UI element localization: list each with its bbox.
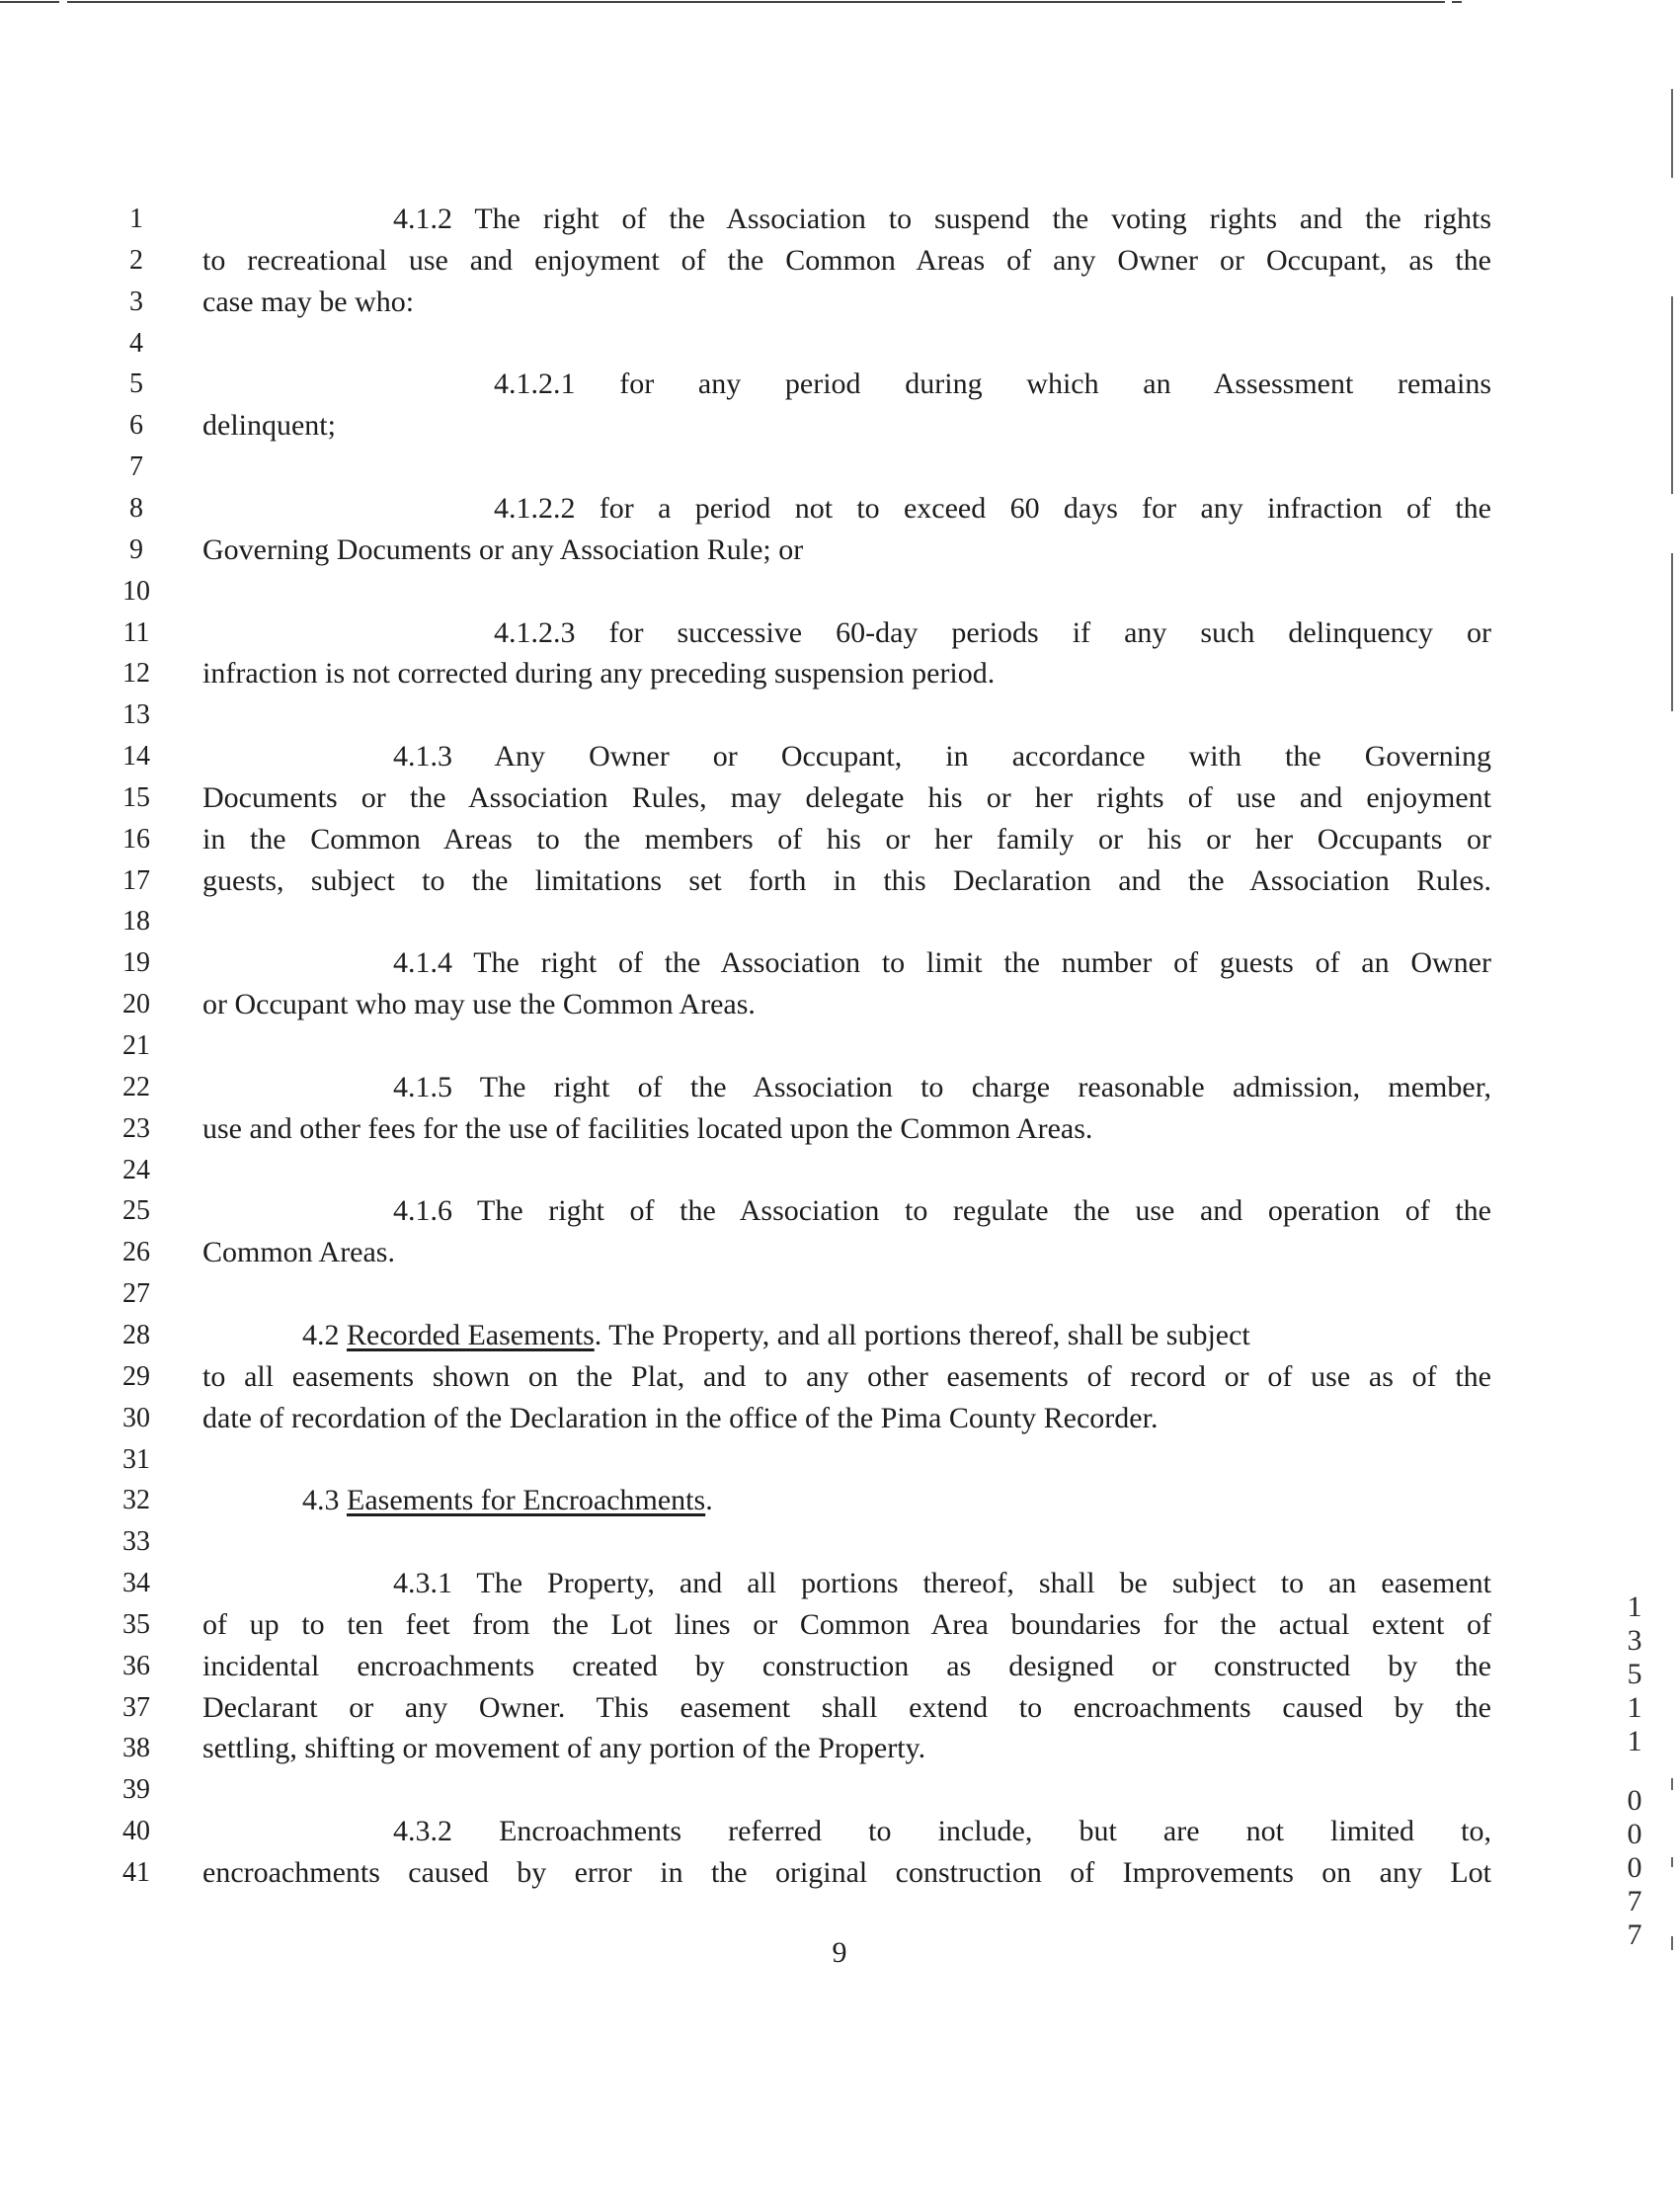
text-run: 4.1.6 The right of the Association to regulate the use and operation of the [393, 1194, 1491, 1228]
line-number: 9 [129, 533, 143, 565]
document-line [0, 818, 1680, 861]
stamp-digit: 0 [1627, 1851, 1642, 1884]
text-run: to all easements shown on the Plat, and to any other easements of record or of use as of the [202, 1359, 1491, 1393]
line-text [494, 363, 1491, 406]
text-run: Documents or the Association Rules, may delegate his or her rights of use and enjoyment [202, 780, 1491, 814]
line-number: 28 [122, 1319, 150, 1350]
text-run: 4.2 [302, 1318, 347, 1351]
line-text [202, 652, 1680, 695]
stamp-digit: 1 [1627, 1725, 1642, 1757]
document-line [0, 1272, 1680, 1316]
text-run: settling, shifting or movement of any portion of the Property. [202, 1732, 926, 1765]
line-number: 12 [122, 658, 150, 690]
line-number: 36 [122, 1650, 150, 1681]
stamp-digit: 0 [1627, 1818, 1642, 1850]
line-number: 27 [122, 1278, 150, 1310]
line-number: 25 [122, 1195, 150, 1227]
line-number: 24 [122, 1154, 150, 1185]
line-number: 13 [122, 699, 150, 731]
line-text [202, 1645, 1491, 1688]
stamp-digit: 3 [1627, 1624, 1642, 1657]
document-line [0, 1107, 1680, 1151]
line-text [202, 281, 1680, 324]
line-number: 6 [129, 410, 143, 442]
document-line [0, 404, 1680, 448]
line-number: 17 [122, 864, 150, 896]
recorder-stamp [1620, 1590, 1649, 1952]
text-run: 4.1.2 The right of the Association to suspend the voting rights and the rights [393, 203, 1491, 235]
line-number: 33 [122, 1526, 150, 1558]
text-run: Declarant or any Owner. This easement shall extend to encroachments caused by the [202, 1690, 1491, 1724]
document-line [0, 570, 1680, 613]
line-number: 22 [122, 1071, 150, 1102]
line-number: 4 [129, 327, 143, 359]
document-line [0, 198, 1680, 241]
document-line [0, 487, 1680, 530]
document-line [0, 1603, 1680, 1647]
text-run: 4.3 [302, 1484, 347, 1517]
stamp-digit: 7 [1627, 1918, 1642, 1951]
document-line [0, 1768, 1680, 1812]
line-number: 32 [122, 1485, 150, 1516]
line-number: 3 [129, 285, 143, 317]
text-run: Governing Documents or any Association Rule; or [202, 532, 804, 566]
document-line [0, 1810, 1680, 1853]
text-run: 4.1.2.1 for any period during which an Assessment remains [494, 367, 1491, 401]
document-line [0, 1355, 1680, 1399]
line-text [393, 198, 1491, 241]
document-line [0, 859, 1680, 903]
line-number: 16 [122, 823, 150, 855]
document-line [0, 446, 1680, 489]
line-text [202, 1107, 1680, 1151]
right-edge-marks [1671, 0, 1673, 2201]
text-run: of up to ten feet from the Lot lines or Common Area boundaries for the actual extent of [202, 1607, 1491, 1641]
stamp-digit: 1 [1627, 1590, 1642, 1623]
line-number: 35 [122, 1608, 150, 1640]
line-text [202, 1231, 1680, 1274]
text-run: encroachments caused by error in the original construction of Improvements on any Lot [202, 1856, 1491, 1889]
text-run: incidental encroachments created by construction as designed or constructed by the [202, 1649, 1491, 1682]
line-number: 41 [122, 1857, 150, 1888]
document-line [0, 1397, 1680, 1440]
text-run: 4.3.2 Encroachments referred to include, but are not limited to, [393, 1815, 1491, 1848]
line-number: 40 [122, 1816, 150, 1847]
text-run: 4.1.5 The right of the Association to charge reasonable admission, member, [393, 1070, 1491, 1103]
line-text [393, 941, 1491, 985]
line-number: 1 [129, 204, 143, 234]
text-run: to recreational use and enjoyment of the Common Areas of any Owner or Occupant, as the [202, 243, 1491, 277]
document-line [0, 1520, 1680, 1564]
text-run: or Occupant who may use the Common Areas. [202, 988, 756, 1021]
line-number: 15 [122, 781, 150, 813]
text-run: . The Property, and all portions thereof, shall be subject [594, 1318, 1250, 1351]
text-run: date of recordation of the Declaration in the office of the Pima County Recorder. [202, 1401, 1159, 1434]
document-line [0, 1024, 1680, 1068]
text-run: case may be who: [202, 285, 415, 318]
stamp-digit: 0 [1627, 1784, 1642, 1817]
document-line [0, 1562, 1680, 1605]
document-line [0, 900, 1680, 943]
line-text [202, 859, 1491, 903]
document-line [0, 1149, 1680, 1192]
line-text [202, 1727, 1680, 1770]
document-line [0, 1189, 1680, 1233]
section-heading: Easements for Encroachments [347, 1484, 706, 1517]
line-text [393, 1810, 1491, 1853]
line-text [302, 1314, 1680, 1357]
text-run: 4.1.4 The right of the Association to limit the number of guests of an Owner [393, 946, 1491, 980]
text-run: use and other fees for the use of facilities located upon the Common Areas. [202, 1111, 1093, 1145]
document-line [0, 941, 1680, 985]
document-line [0, 1851, 1680, 1895]
line-text [202, 1355, 1491, 1399]
line-number: 2 [129, 244, 143, 276]
section-heading: Recorded Easements [347, 1318, 595, 1351]
line-number: 34 [122, 1568, 150, 1599]
document-line [0, 1686, 1680, 1730]
line-text [202, 818, 1491, 861]
document-line [0, 1231, 1680, 1274]
line-number: 11 [122, 616, 150, 648]
page-number: 9 [832, 1936, 847, 1969]
text-run: guests, subject to the limitations set forth in this Declaration and the Association Rules. [202, 863, 1491, 897]
line-number: 20 [122, 989, 150, 1020]
document-line [0, 1479, 1680, 1522]
stamp-digit: 1 [1627, 1691, 1642, 1724]
text-run: 4.1.2.2 for a period not to exceed 60 days for any infraction of the [494, 491, 1491, 525]
line-number: 37 [122, 1691, 150, 1723]
text-run: 4.1.3 Any Owner or Occupant, in accordance with the Governing [393, 740, 1491, 774]
line-text [202, 1603, 1491, 1647]
document-line [0, 529, 1680, 572]
document-line [0, 1645, 1680, 1688]
line-number: 31 [122, 1443, 150, 1475]
line-number: 8 [129, 492, 143, 524]
line-number: 30 [122, 1402, 150, 1433]
line-number: 21 [122, 1030, 150, 1061]
line-text [494, 487, 1491, 530]
text-run: 4.3.1 The Property, and all portions thereof, shall be subject to an easement [393, 1567, 1491, 1600]
line-number: 39 [122, 1774, 150, 1806]
line-text [202, 1686, 1491, 1730]
document-line [0, 322, 1680, 366]
line-number: 18 [122, 906, 150, 937]
document-line [0, 983, 1680, 1026]
text-run: Common Areas. [202, 1236, 395, 1269]
document-line [0, 776, 1680, 820]
document-line [0, 735, 1680, 778]
line-text [202, 776, 1491, 820]
document-line [0, 611, 1680, 655]
line-text [393, 735, 1491, 778]
document-line [0, 281, 1680, 324]
document-line [0, 1314, 1680, 1357]
line-text [202, 1397, 1680, 1440]
line-number: 23 [122, 1112, 150, 1144]
line-text [494, 611, 1491, 655]
line-number: 29 [122, 1360, 150, 1392]
text-run: infraction is not corrected during any preceding suspension period. [202, 657, 996, 691]
text-run: . [705, 1484, 713, 1517]
document-line [0, 239, 1680, 283]
document-line [0, 693, 1680, 737]
text-run: in the Common Areas to the members of his or her family or his or her Occupants or [202, 822, 1491, 856]
line-number: 5 [129, 368, 143, 400]
text-run: delinquent; [202, 409, 336, 443]
document-line [0, 363, 1680, 406]
stamp-digit: 5 [1627, 1658, 1642, 1690]
line-number: 26 [122, 1237, 150, 1268]
line-text [202, 1851, 1491, 1895]
document-line [0, 652, 1680, 695]
line-text [393, 1562, 1491, 1605]
line-number: 10 [122, 575, 150, 607]
document-line [0, 1438, 1680, 1482]
document-line [0, 1727, 1680, 1770]
line-number: 14 [122, 741, 150, 773]
line-text [202, 983, 1680, 1026]
line-number: 7 [129, 451, 143, 483]
line-number: 19 [122, 947, 150, 979]
line-text [393, 1066, 1491, 1109]
text-run: 4.1.2.3 for successive 60-day periods if any such delinquency or [494, 615, 1491, 649]
line-text [302, 1479, 1680, 1522]
stamp-digit: 7 [1627, 1885, 1642, 1917]
line-text [202, 404, 1680, 448]
line-text [202, 239, 1491, 283]
line-text [393, 1189, 1491, 1233]
line-text [202, 529, 1680, 572]
document-line [0, 1066, 1680, 1109]
line-number: 38 [122, 1733, 150, 1764]
